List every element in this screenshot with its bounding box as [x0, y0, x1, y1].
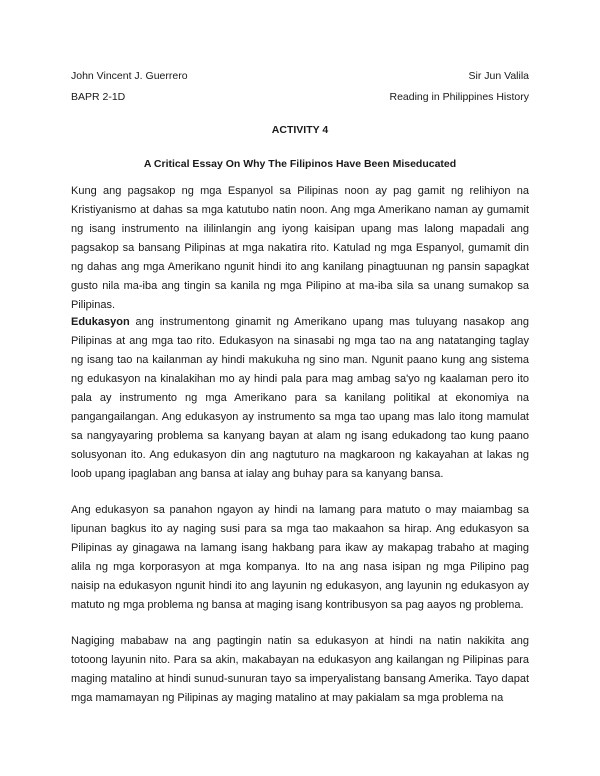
paragraph-3-text: Ang edukasyon sa panahon ngayon ay hindi na lamang para matuto o may maiambag sa lipunan bagkus ito ay naging susi para sa mga tao makaahon sa hirap. Ang edukasyon sa Pilipinas ay ginagawa na lamang isang hakbang para ikaw ay makapag trabaho at maging alila ng mga korporasyon at mga kompanya. Ito na ang nasa isipan ng mga Pilipino pag naisip na edukasyon ngunit hindi ito ang layunin ng edukasyon, ang layunin ng edukasyon ay matuto ng mga problema ng bansa at maging isang kontribusyon sa pag aayos ng problema.	[71, 504, 529, 611]
section-label: BAPR 2-1D	[71, 91, 126, 103]
instructor-name: Sir Jun Valila	[468, 70, 529, 82]
paragraph-2-text: ang instrumentong ginamit ng Amerikano upang mas tuluyang nasakop ang Pilipinas at ang mga tao rito. Edukasyon na sinasabi ng mga tao na ang natatanging taglay ng isang tao na kailanman ay hindi makukuha ng sino man. Ngunit paano kung ang sistema ng edukasyon na kinalakihan mo ay hindi pala para mag ambag sa'yo ng kaalaman pero ito pala ay instrumento ng mga Amerikano para sa kanilang politikal at ekonomiya na pangangailangan. Ang edukasyon ay instrumento sa mga tao upang mas lalo itong mamulat sa nangyayaring problema sa kanyang bayan at alam ng isang edukadong tao kung paano solusyonan ito. Ang edukasyon din ang nagtuturo na magkaroon ng kakayahan at lakas ng loob upang ipaglaban ang bansa at ialay ang buhay para sa kanyang bansa.	[71, 316, 529, 480]
header-row-bottom	[71, 90, 529, 104]
essay-paragraph-3	[71, 501, 529, 615]
course-name: Reading in Philippines History	[389, 91, 529, 103]
essay-title: A Critical Essay On Why The Filipinos Have Been Miseducated	[143, 158, 457, 170]
paragraph-1-text: Kung ang pagsakop ng mga Espanyol sa Pilipinas noon ay pag gamit ng relihiyon na Kristiyanismo at dahas sa mga katutubo natin noon. Ang mga Amerikano naman ay gumamit ng isang instrumento na ililinlangin ang iyong kaisipan upang mas lalong mapadali ang pagsakop sa bansang Pilipinas at mga nakatira rito. Katulad ng mga Espanyol, gumamit din ng dahas ang mga Amerikano ngunit hindi ito ang kanilang pinagtuunan ng pansin sapagkat gusto nila ma-iba ang tingin sa kanila ng mga Pilipino at ma-iba sila sa unang sumakop sa Pilipinas.	[71, 185, 529, 311]
essay-paragraph-1	[71, 182, 529, 315]
paragraph-4-text: Nagiging mababaw na ang pagtingin natin sa edukasyon at hindi na natin nakikita ang totoong layunin nito. Para sa akin, makabayan na edukasyon ang kailangan ng Pilipinas para maging matalino at hindi sunud-sunuran tayo sa imperyalistang bansang Amerika. Tayo dapat mga mamamayan ng Pilipinas ay maging matalino at may pakialam sa mga problema na	[71, 635, 529, 704]
paragraph-2-lead-word: Edukasyon	[71, 316, 130, 328]
essay-paragraph-2	[71, 313, 529, 484]
essay-paragraph-4	[71, 632, 529, 708]
author-name: John Vincent J. Guerrero	[71, 70, 188, 82]
header-row-top	[71, 69, 529, 83]
activity-title: ACTIVITY 4	[271, 124, 329, 136]
